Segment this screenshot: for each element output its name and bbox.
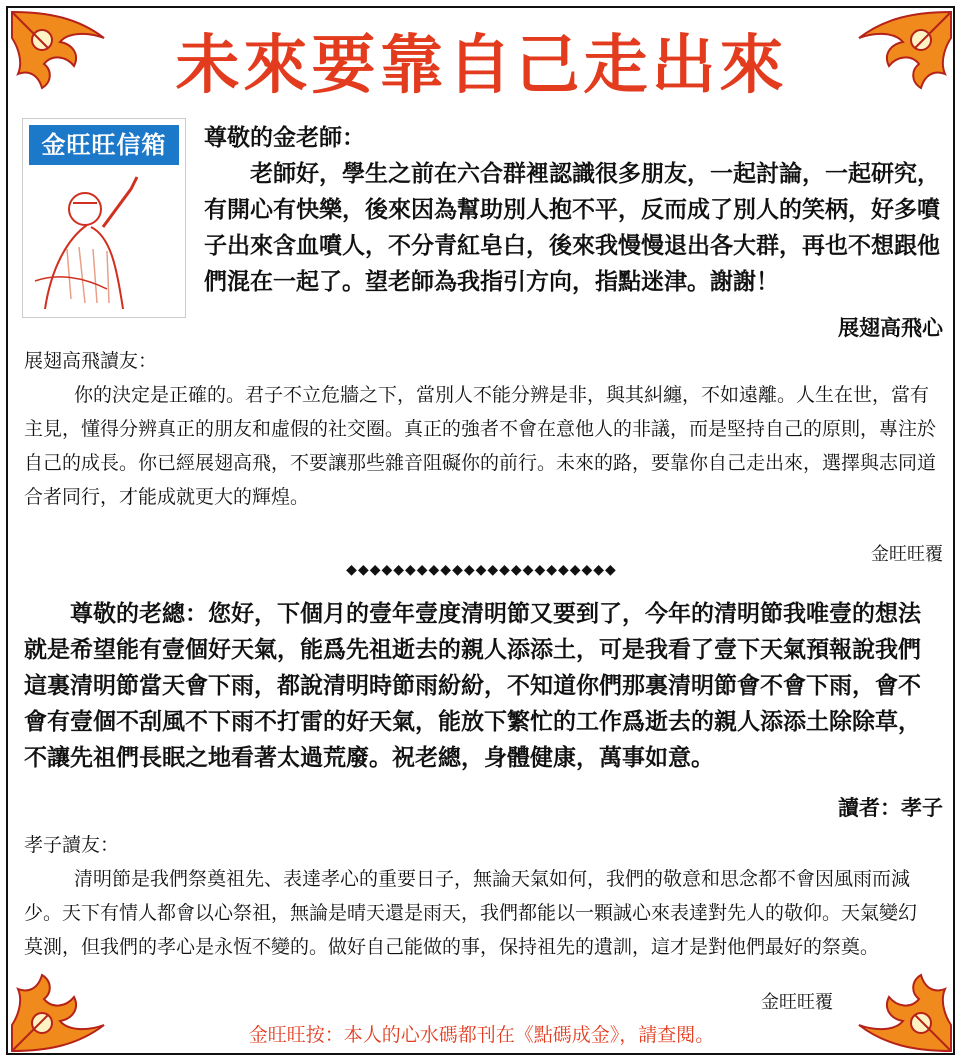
page-title: 未來要靠自己走出來 [175,29,788,103]
reply-2-signature: 金旺旺覆 [761,992,833,1013]
reply-2 [24,828,934,964]
letter-1-salutation: 尊敬的金老師： [204,125,365,151]
letter-1 [204,120,944,300]
column-logo [22,118,186,318]
reply-1-signature: 金旺旺覆 [871,544,943,565]
reply-1-body: 你的決定是正確的。君子不立危牆之下，當別人不能分辨是非，與其糾纏，不如遠離。人生在世，當有主見，懂得分辨真正的朋友和虛假的社交圈。真正的強者不會在意他人的非議，而是堅持自己的原則，專注於自己的成長。你已經展翅高飛，不要讓那些雜音阻礙你的前行。未來的路，要靠你自己走出來，選擇與志同道合者同行，才能成就更大的輝煌。 [24,384,937,508]
letter-2-body: 尊敬的老總：您好，下個月的壹年壹度清明節又要到了，今年的清明節我唯壹的想法就是希望能有壹個好天氣，能爲先祖逝去的親人添添土，可是我看了壹下天氣預報說我們這裏清明節當天會下雨，都說清明時節雨紛紛，不知道你們那裏清明節會不會下雨，會不會有壹個不刮風不下雨不打雷的好天氣，能放下繁忙的工作爲逝去的親人添添土除除草，不讓先祖們長眠之地看著太過荒廢。祝老總，身體健康，萬事如意。 [24,601,921,771]
letter-1-signature: 展翅高飛心 [838,316,943,340]
reply-1 [24,344,939,514]
illustration-icon [27,169,181,313]
letter-2-signature: 讀者：孝子 [838,796,943,820]
reply-2-body: 清明節是我們祭奠祖先、表達孝心的重要日子，無論天氣如何，我們的敬意和思念都不會因風雨而減少。天下有情人都會以心祭祖，無論是晴天還是雨天，我們都能以一顆誠心來表達對先人的敬仰。天氣變幻莫測，但我們的孝心是永恆不變的。做好自己能做的事，保持祖先的遺訓，這才是對他們最好的祭奠。 [24,868,918,958]
reply-2-salutation: 孝子讀友： [24,834,120,856]
reply-1-salutation: 展翅高飛讀友： [24,350,158,372]
letter-2 [24,596,940,776]
column-logo-label: 金旺旺信箱 [29,125,179,165]
footer-note: 金旺旺按：本人的心水碼都刊在《點碼成金》，請查閱。 [248,1024,715,1046]
section-divider: ◆◆◆◆◆◆◆◆◆◆◆◆◆◆◆◆◆◆◆◆◆◆◆ [346,562,617,578]
letter-1-body: 老師好，學生之前在六合群裡認識很多朋友，一起討論，一起研究，有開心有快樂，後來因為幫助別人抱不平，反而成了別人的笑柄，好多噴子出來含血噴人，不分青紅皂白，後來我慢慢退出各大群，再也不想跟他們混在一起了。望老師為我指引方向，指點迷津。謝謝！ [204,161,940,295]
